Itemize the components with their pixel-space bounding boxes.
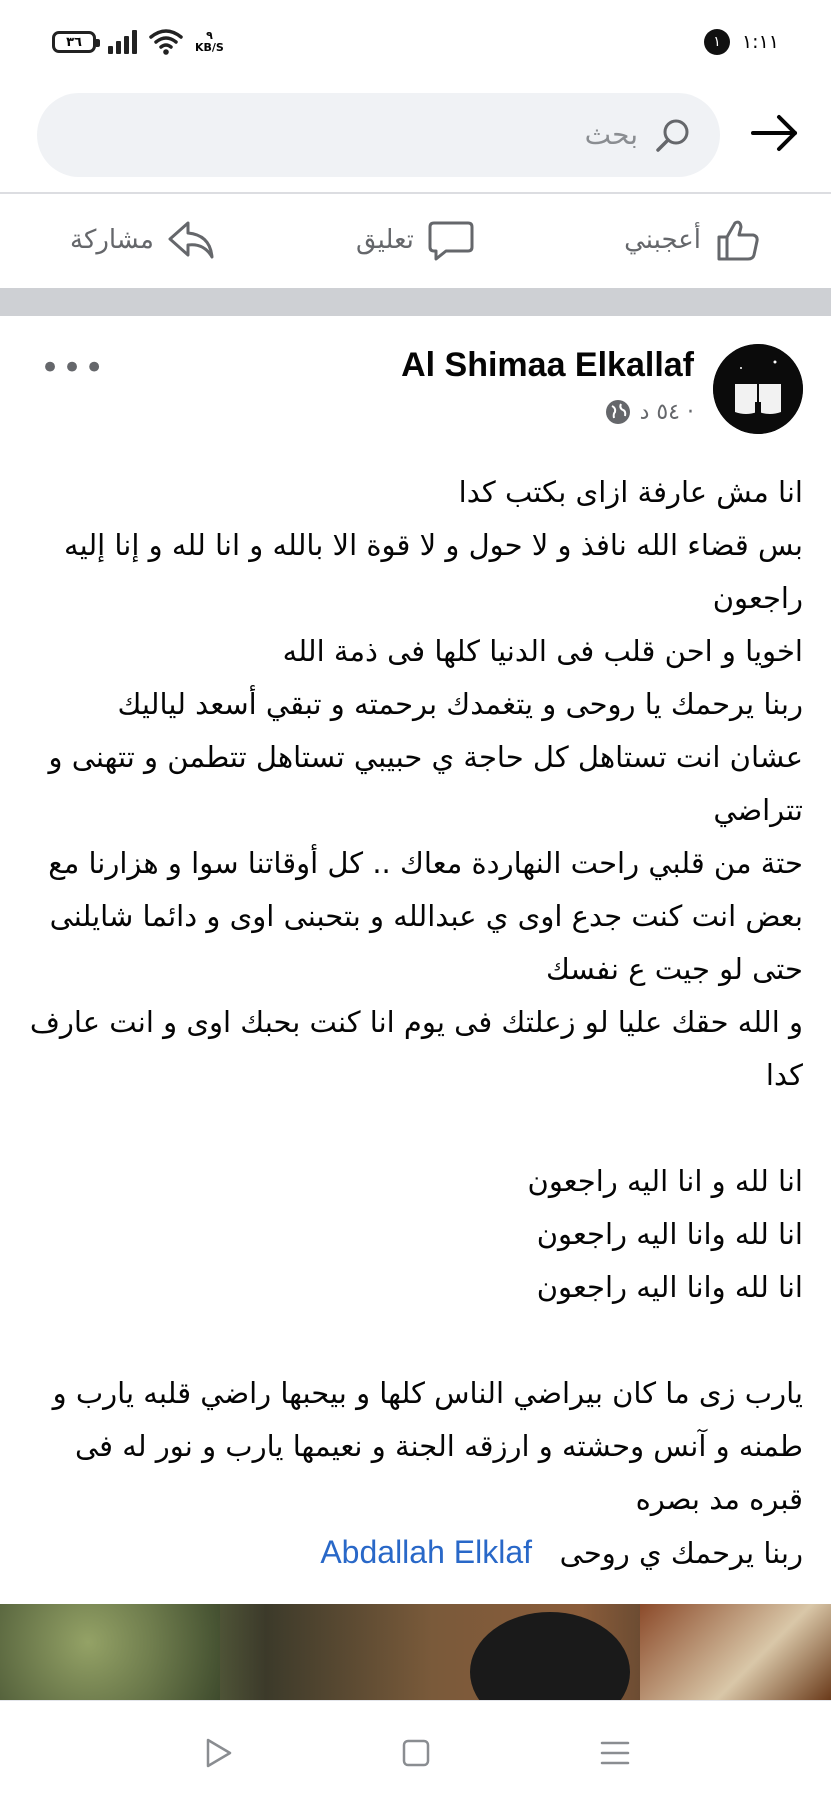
battery-level: ٣٦ (66, 34, 82, 50)
mention-link[interactable]: Abdallah Elklaf (320, 1534, 533, 1570)
like-label: أعجبني (624, 225, 701, 255)
search-icon (654, 115, 694, 155)
share-label: مشاركة (70, 225, 154, 255)
arrow-right-icon[interactable] (747, 105, 803, 161)
notification-badge: ١ (704, 29, 730, 55)
triangle-back-icon[interactable] (200, 1735, 236, 1771)
post-author[interactable]: Al Shimaa Elkallaf (401, 346, 694, 384)
refrain-line: انا لله وانا اليه راجعون (536, 1217, 803, 1251)
avatar-image (713, 344, 803, 434)
refrain-line: انا لله و انا اليه راجعون (527, 1164, 803, 1198)
avatar[interactable] (713, 344, 803, 434)
post-line: حتة من قلبي راحت النهاردة معاك .. كل أوقاتنا سوا و هزارنا مع بعض انت كنت جدع اوى ي عبدالله و بتحبنى اوى و دائما شايلنى حتى لو جيت ع نفسك (48, 846, 803, 986)
network-speed (195, 30, 224, 54)
comment-label: تعليق (356, 225, 414, 255)
search-input[interactable] (37, 93, 720, 177)
post-time: ٥٤ د · (639, 399, 694, 425)
post-line: و الله حقك عليا لو زعلتك فى يوم انا كنت بحبك اوى و انت عارف كدا (29, 1005, 803, 1092)
status-indicators (52, 22, 224, 62)
share-button[interactable] (70, 214, 216, 266)
speech-bubble-icon (426, 215, 476, 265)
closing-text: ربنا يرحمك ي روحى (559, 1536, 803, 1570)
globe-icon (604, 398, 632, 426)
clock: ١:١١ (741, 31, 779, 53)
reaction-bar (0, 194, 831, 288)
post-line: اخويا و احن قلب فى الدنيا كلها فى ذمة الله (282, 634, 803, 668)
battery-icon (52, 31, 96, 53)
post-text (28, 466, 803, 1580)
search-placeholder: بحث (584, 118, 638, 151)
post-line: عشان انت تستاهل كل حاجة ي حبيبي تستاهل تتطمن و تتهنى و تتراضي (48, 740, 803, 827)
comment-button[interactable] (356, 214, 476, 266)
post-line: انا مش عارفة ازاى بكتب كدا (458, 475, 803, 509)
signal-icon (108, 30, 137, 54)
post-photo[interactable] (0, 1604, 831, 1700)
thumbs-up-icon (713, 215, 763, 265)
like-button[interactable] (624, 214, 763, 266)
network-speed-value: ٩ (206, 29, 213, 42)
post-card (0, 316, 831, 1604)
prayer-text: يارب زى ما كان بيراضي الناس كلها و بيحبها راضي قلبه يارب و طمنه و آنس وحشته و ارزقه الجنة و نعيمها يارب و نور له فى قبره مد بصره (52, 1376, 803, 1516)
more-dots-icon[interactable]: ••• (40, 348, 107, 388)
post-line: ربنا يرحمك يا روحى و يتغمدك برحمته و تبقي أسعد لياليك (117, 687, 803, 721)
wifi-icon (149, 28, 183, 56)
network-speed-unit: KB/S (195, 41, 224, 54)
menu-lines-icon[interactable] (597, 1735, 633, 1771)
section-divider (0, 288, 831, 316)
status-bar (0, 0, 831, 80)
status-right (704, 22, 779, 62)
share-arrow-icon (166, 215, 216, 265)
refrain-line: انا لله وانا اليه راجعون (536, 1270, 803, 1304)
closing-line (28, 1526, 803, 1580)
post-meta (604, 398, 694, 426)
square-home-icon[interactable] (398, 1735, 434, 1771)
post-line: بس قضاء الله نافذ و لا حول و لا قوة الا بالله و انا لله و إنا إليه راجعون (64, 528, 803, 615)
system-nav-bar (0, 1700, 831, 1801)
search-header (0, 80, 831, 194)
